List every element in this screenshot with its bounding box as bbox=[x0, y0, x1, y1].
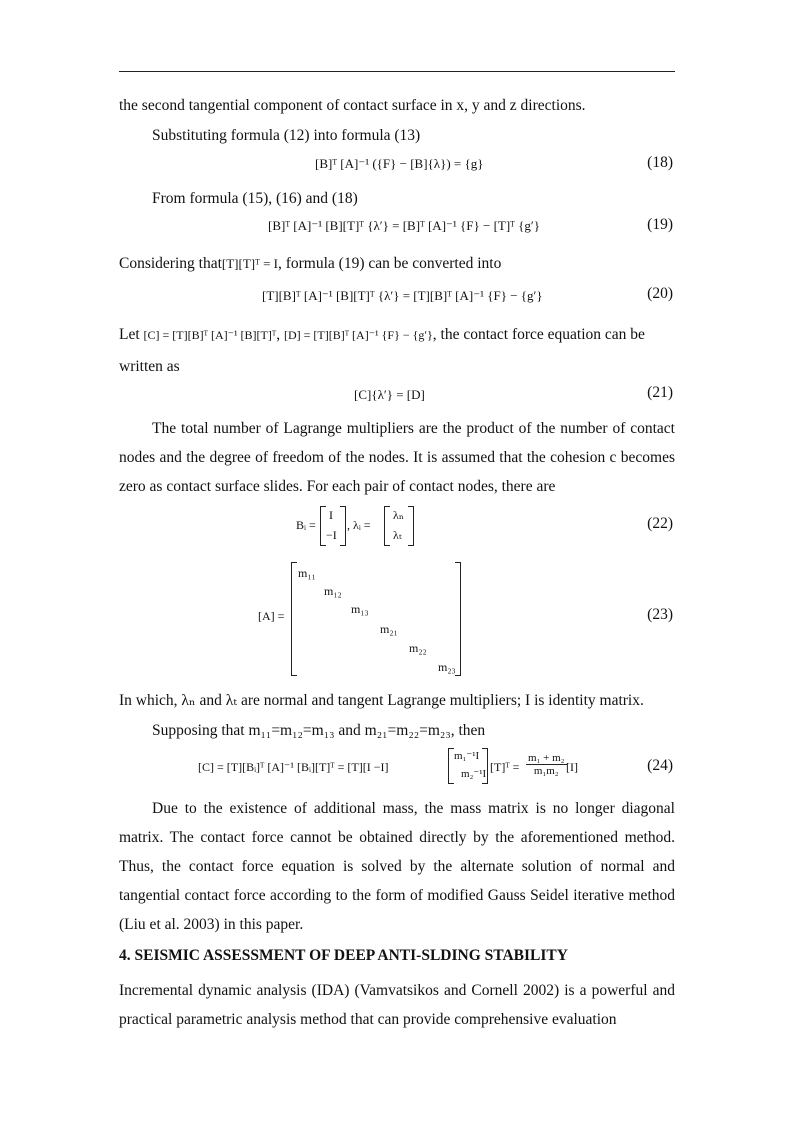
text-line-4 bbox=[119, 249, 675, 278]
eq23-m21: m₂₁ bbox=[380, 622, 398, 636]
equation-number-23: (23) bbox=[647, 606, 673, 623]
eq23-m12: m₁₂ bbox=[324, 584, 342, 598]
equation-number-20: (20) bbox=[647, 285, 673, 302]
paragraph-mass-matrix: Due to the existence of additional mass, the mass matrix is no longer diagonal matrix. The contact force cannot be obtained directly by the aforementioned method. Thus, the contact force equation is solved by the alternate solution of normal and tangential contact force according to the form of modified Gauss Seidel iterative method (Liu et al. 2003) in this paper. bbox=[119, 800, 675, 933]
inline-equation-identity: [T][T]ᵀ = I bbox=[221, 256, 278, 271]
equation-18: [B]ᵀ [A]⁻¹ ({F} − [B]{λ}) = {g} bbox=[315, 156, 484, 171]
eq22-matrix-lambda-row1: λₙ bbox=[393, 508, 405, 522]
text-line-5-start: Let bbox=[119, 326, 140, 343]
section-heading: 4. SEISMIC ASSESSMENT OF DEEP ANTI-SLDING STABILITY bbox=[119, 947, 568, 964]
eq22-lhs-lambda: , λᵢ = bbox=[347, 518, 371, 532]
inline-equation-c: [C] = [T][B]ᵀ [A]⁻¹ [B][T]ᵀ bbox=[143, 328, 277, 342]
eq24-m2-inv: m₂⁻¹I bbox=[461, 768, 487, 780]
text-line-5 bbox=[119, 320, 675, 350]
text-line-2: Substituting formula (12) into formula (13) bbox=[152, 127, 421, 144]
equation-number-19: (19) bbox=[647, 216, 673, 233]
text-line-4-end: , formula (19) can be converted into bbox=[277, 255, 502, 272]
equation-20: [T][B]ᵀ [A]⁻¹ [B][T]ᵀ {λʹ} = [T][B]ᵀ [A]⁻¹ {F} − {gʹ} bbox=[262, 288, 543, 303]
text-line-3: From formula (15), (16) and (18) bbox=[152, 190, 358, 207]
eq22-matrix-lambda bbox=[384, 506, 414, 546]
eq22-lhs-b: Bᵢ = bbox=[296, 518, 316, 532]
eq23-m11: m₁₁ bbox=[298, 566, 316, 580]
eq22-matrix-b-row2: −I bbox=[326, 528, 337, 542]
eq23-m23: m₂₃ bbox=[438, 660, 456, 674]
text-line-8: Supposing that m₁₁=m₁₂=m₁₃ and m₂₁=m₂₂=m₂₃, then bbox=[152, 722, 486, 739]
eq22-matrix-b bbox=[320, 506, 346, 546]
text-line-1: the second tangential component of contact surface in x, y and z directions. bbox=[119, 97, 586, 114]
eq23-lhs: [A] = bbox=[258, 609, 285, 623]
equation-number-21: (21) bbox=[647, 384, 673, 401]
text-line-5-end: , the contact force equation can be bbox=[432, 326, 645, 343]
eq23-m13: m₁₃ bbox=[351, 602, 369, 616]
paragraph-ida: Incremental dynamic analysis (IDA) (Vamvatsikos and Cornell 2002) is a powerful and practical parametric analysis method that can provide comprehensive evaluation bbox=[119, 982, 675, 1028]
eq24-fraction-denominator: m₁m₂ bbox=[533, 765, 559, 777]
eq22-matrix-b-row1: I bbox=[329, 508, 333, 522]
equation-number-22: (22) bbox=[647, 515, 673, 532]
eq22-matrix-lambda-row2: λₜ bbox=[393, 528, 402, 542]
eq23-m22: m₂₂ bbox=[409, 641, 427, 655]
equation-number-18: (18) bbox=[647, 154, 673, 171]
equation-21: [C]{λʹ} = [D] bbox=[354, 387, 425, 402]
eq24-m1-inv: m₁⁻¹I bbox=[454, 750, 480, 762]
eq24-part2: [T]ᵀ = bbox=[490, 760, 520, 774]
eq23-mass-matrix bbox=[291, 562, 461, 676]
header-rule bbox=[119, 71, 675, 72]
eq24-part3: [I] bbox=[566, 760, 578, 774]
text-line-7: In which, λₙ and λₜ are normal and tangent Lagrange multipliers; I is identity matrix. bbox=[119, 692, 644, 709]
eq24-inverse-mass-matrix bbox=[448, 748, 488, 784]
eq24-fraction bbox=[526, 752, 567, 777]
eq24-fraction-numerator: m₁ + m₂ bbox=[528, 752, 565, 764]
text-line-6: written as bbox=[119, 358, 180, 375]
inline-comma: , bbox=[276, 326, 281, 343]
text-line-4-start: Considering that bbox=[119, 255, 222, 272]
eq24-part1: [C] = [T][Bᵢ]ᵀ [A]⁻¹ [Bᵢ][T]ᵀ = [T][I −I] bbox=[198, 760, 389, 774]
equation-number-24: (24) bbox=[647, 757, 673, 774]
inline-equation-d: [D] = [T][B]ᵀ [A]⁻¹ {F} − {gʹ} bbox=[283, 328, 433, 342]
equation-19: [B]ᵀ [A]⁻¹ [B][T]ᵀ {λʹ} = [B]ᵀ [A]⁻¹ {F} − [T]ᵀ {gʹ} bbox=[268, 218, 540, 233]
paragraph-lagrange: The total number of Lagrange multipliers are the product of the number of contact nodes and the degree of freedom of the nodes. It is assumed that the cohesion c becomes zero as contact surface slides. For each pair of contact nodes, there are bbox=[119, 420, 675, 495]
